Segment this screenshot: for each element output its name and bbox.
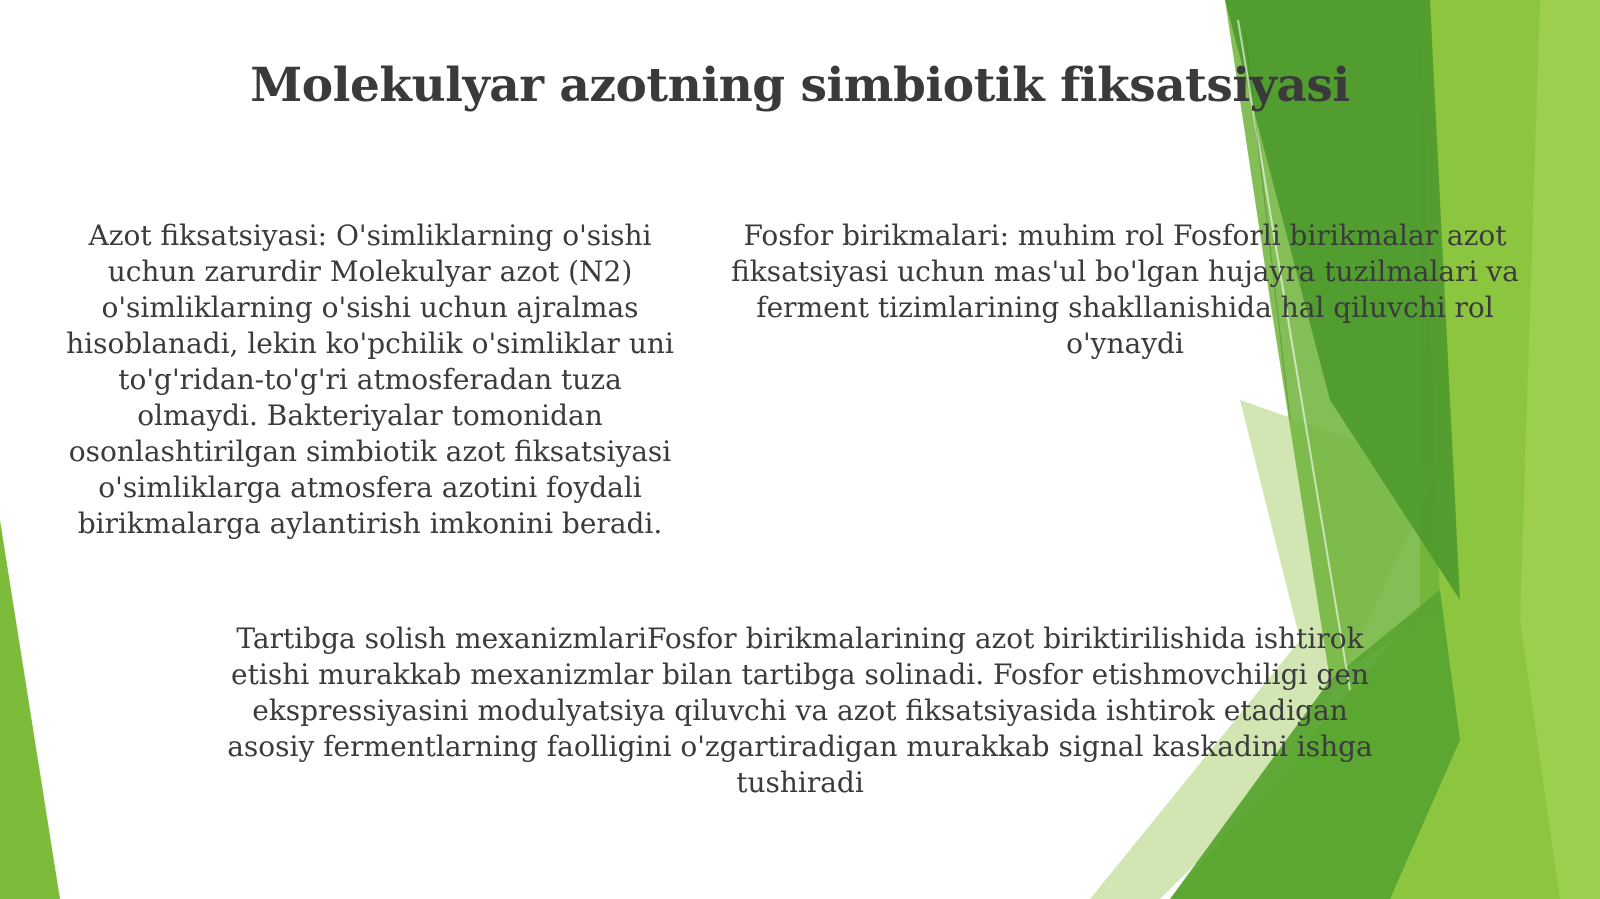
right-text-block: Fosfor birikmalari: muhim rol Fosforli birikmalar azot fiksatsiyasi uchun mas'ul bo'lgan hujayra tuzilmalari va ferment tizimlarining shakllanishida hal qiluvchi rol o'ynaydi — [731, 219, 1519, 360]
bottom-text-block: Tartibga solish mexanizmlariFosfor birikmalarining azot biriktirilishida ishtirok etishi murakkab mexanizmlar bilan tartibga solinadi. Fosfor etishmovchiligi gen ekspressiyasini modulyatsiya qiluvchi va azot fiksatsiyasida ishtirok etadigan asosiy fermentlarning faolligini o'zgartiradigan murakkab signal kaskadini ishga tushiradi — [227, 622, 1373, 799]
left-green-shape — [0, 520, 60, 899]
left-text-block: Azot fiksatsiyasi: O'simliklarning o'sishi uchun zarurdir Molekulyar azot (N2) o'simliklarning o'sishi uchun ajralmas hisoblanadi, lekin ko'pchilik o'simliklar uni to'g'ridan-to'g'ri atmosferadan tuza olmaydi. Bakteriyalar tomonidan osonlashtirilgan simbiotik azot fiksatsiyasi o'simliklarga atmosfera azotini foydali birikmalarga aylantirish imkonini beradi. — [66, 219, 674, 540]
slide-title: Molekulyar azotning simbiotik fiksatsiyasi — [250, 58, 1350, 113]
